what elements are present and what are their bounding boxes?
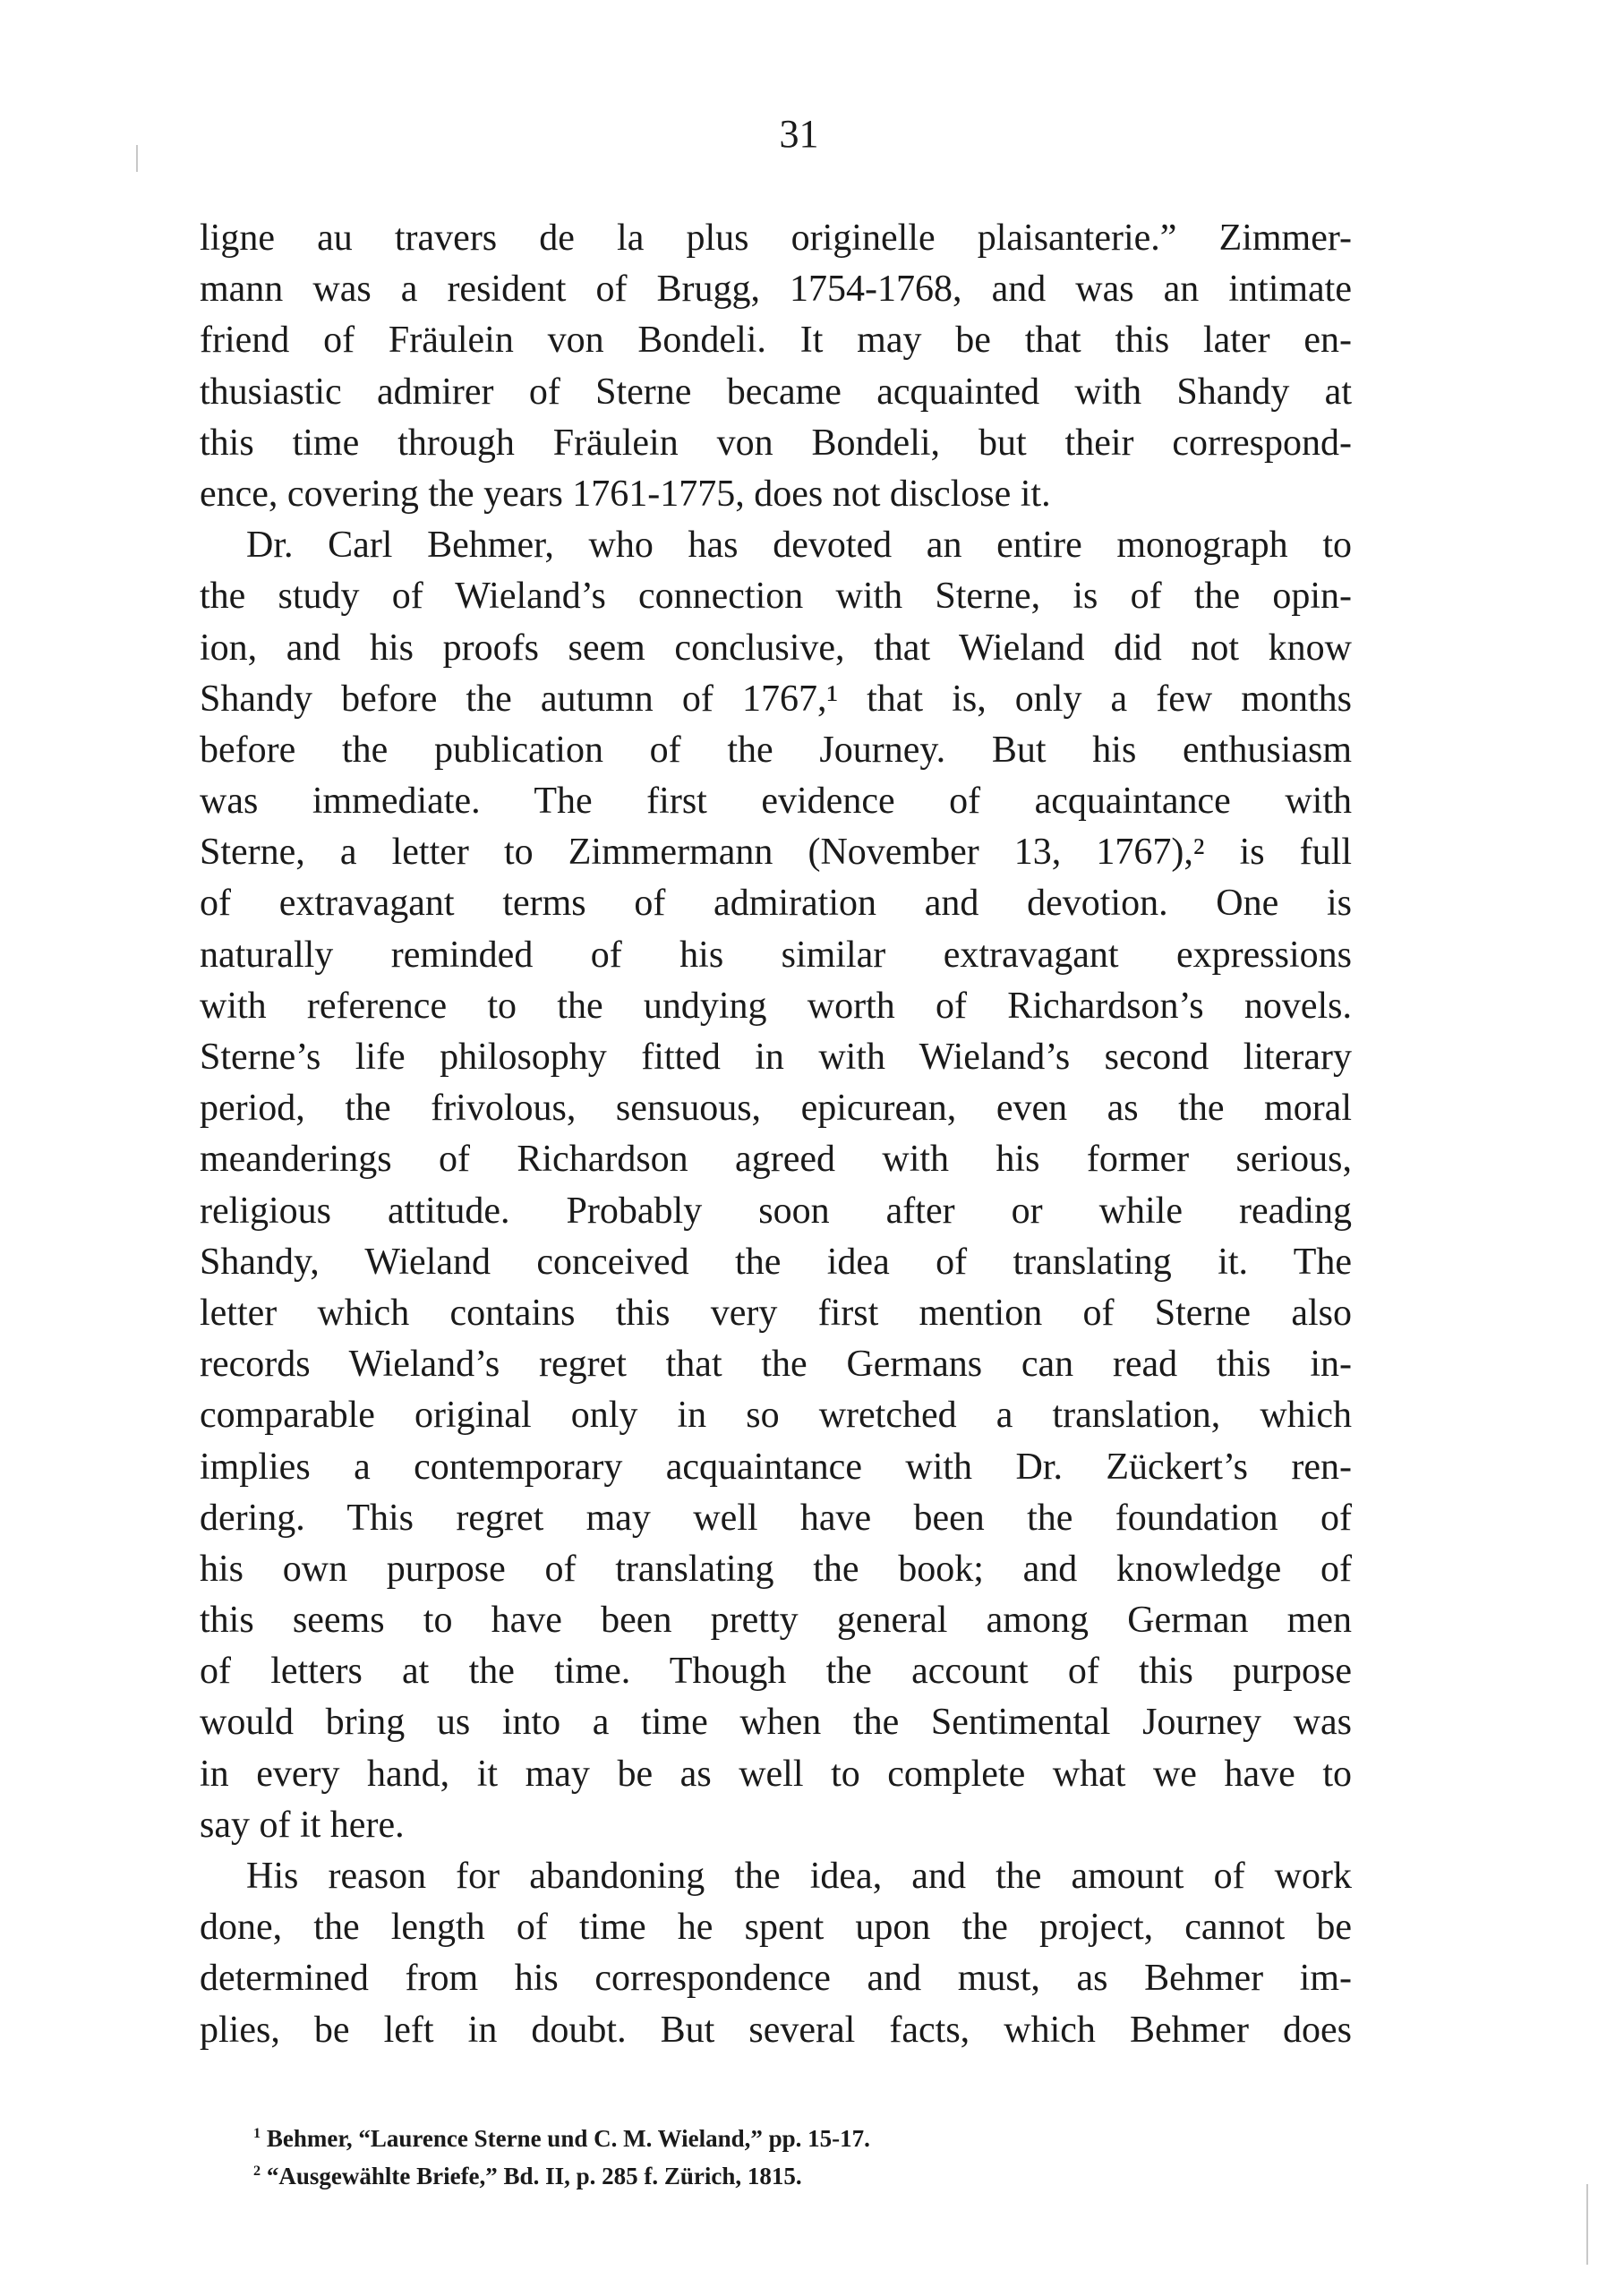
text-line: with reference to the undying worth of Richardson’s novels. — [200, 985, 1352, 1027]
text-line: his own purpose of translating the book; and knowledge of — [200, 1548, 1352, 1590]
text-line: letter which contains this very first mention of Sterne also — [200, 1292, 1352, 1334]
text-line: of extravagant terms of admiration and devotion. One is — [200, 883, 1352, 925]
footnotes — [253, 2120, 1149, 2195]
text-line: say of it here. — [200, 1804, 405, 1846]
text-line: ence, covering the years 1761-1775, does not disclose it. — [200, 473, 1051, 515]
text-line: this seems to have been pretty general among German men — [200, 1600, 1352, 1642]
footnote — [253, 2157, 1149, 2195]
text-line: determined from his correspondence and must, as Behmer im- — [200, 1958, 1352, 2000]
text-line: ion, and his proofs seem conclusive, that Wieland did not know — [200, 627, 1352, 669]
text-line: comparable original only in so wretched a translation, which — [200, 1395, 1352, 1437]
text-line: of letters at the time. Though the account of this purpose — [200, 1651, 1352, 1693]
body-text — [200, 213, 1352, 2056]
footnote — [253, 2120, 1149, 2157]
text-line: before the publication of the Journey. But his enthusiasm — [200, 729, 1352, 771]
footnote-marker: 2 — [253, 2163, 261, 2179]
text-line: thusiastic admirer of Sterne became acquainted with Shandy at — [200, 371, 1352, 413]
text-line: religious attitude. Probably soon after or while reading — [200, 1190, 1352, 1232]
text-line: Sterne’s life philosophy fitted in with Wieland’s second literary — [200, 1037, 1352, 1078]
text-line: mann was a resident of Brugg, 1754-1768, and was an intimate — [200, 269, 1352, 311]
text-line: His reason for abandoning the idea, and the amount of work — [246, 1856, 1352, 1897]
text-line: period, the frivolous, sensuous, epicurean, even as the moral — [200, 1088, 1352, 1130]
scan-edge-mark-left — [136, 145, 138, 172]
page-number: 31 — [779, 112, 819, 156]
text-line: the study of Wieland’s connection with Sterne, is of the opin- — [200, 576, 1352, 618]
text-line: records Wieland’s regret that the Germans can read this in- — [200, 1344, 1352, 1386]
text-line: ligne au travers de la plus originelle plaisanterie.” Zimmer- — [200, 218, 1352, 259]
text-line: dering. This regret may well have been the foundation of — [200, 1497, 1352, 1539]
text-line: would bring us into a time when the Sentimental Journey was — [200, 1702, 1352, 1744]
text-line: naturally reminded of his similar extravagant expressions — [200, 934, 1352, 976]
text-line: meanderings of Richardson agreed with his former serious, — [200, 1139, 1352, 1181]
footnote-text: “Ausgewählte Briefe,” Bd. II, p. 285 f. Zürich, 1815. — [261, 2163, 802, 2189]
text-line: in every hand, it may be as well to complete what we have to — [200, 1753, 1352, 1795]
text-line: Sterne, a letter to Zimmermann (November 13, 1767),² is full — [200, 832, 1352, 874]
footnote-marker: 1 — [253, 2125, 261, 2141]
scan-edge-mark-right — [1586, 2184, 1588, 2265]
text-line: plies, be left in doubt. But several facts, which Behmer does — [200, 2009, 1352, 2051]
text-line: Shandy before the autumn of 1767,¹ that is, only a few months — [200, 678, 1352, 720]
text-line: this time through Fräulein von Bondeli, but their correspond- — [200, 422, 1352, 464]
text-line: Shandy, Wieland conceived the idea of translating it. The — [200, 1241, 1352, 1283]
text-line: Dr. Carl Behmer, who has devoted an entire monograph to — [246, 525, 1352, 567]
footnote-text: Behmer, “Laurence Sterne und C. M. Wieland,” pp. 15-17. — [261, 2125, 870, 2152]
text-line: implies a contemporary acquaintance with Dr. Zückert’s ren- — [200, 1446, 1352, 1488]
text-line: friend of Fräulein von Bondeli. It may be that this later en- — [200, 320, 1352, 362]
text-line: done, the length of time he spent upon the project, cannot be — [200, 1907, 1352, 1949]
text-line: was immediate. The first evidence of acquaintance with — [200, 781, 1352, 823]
